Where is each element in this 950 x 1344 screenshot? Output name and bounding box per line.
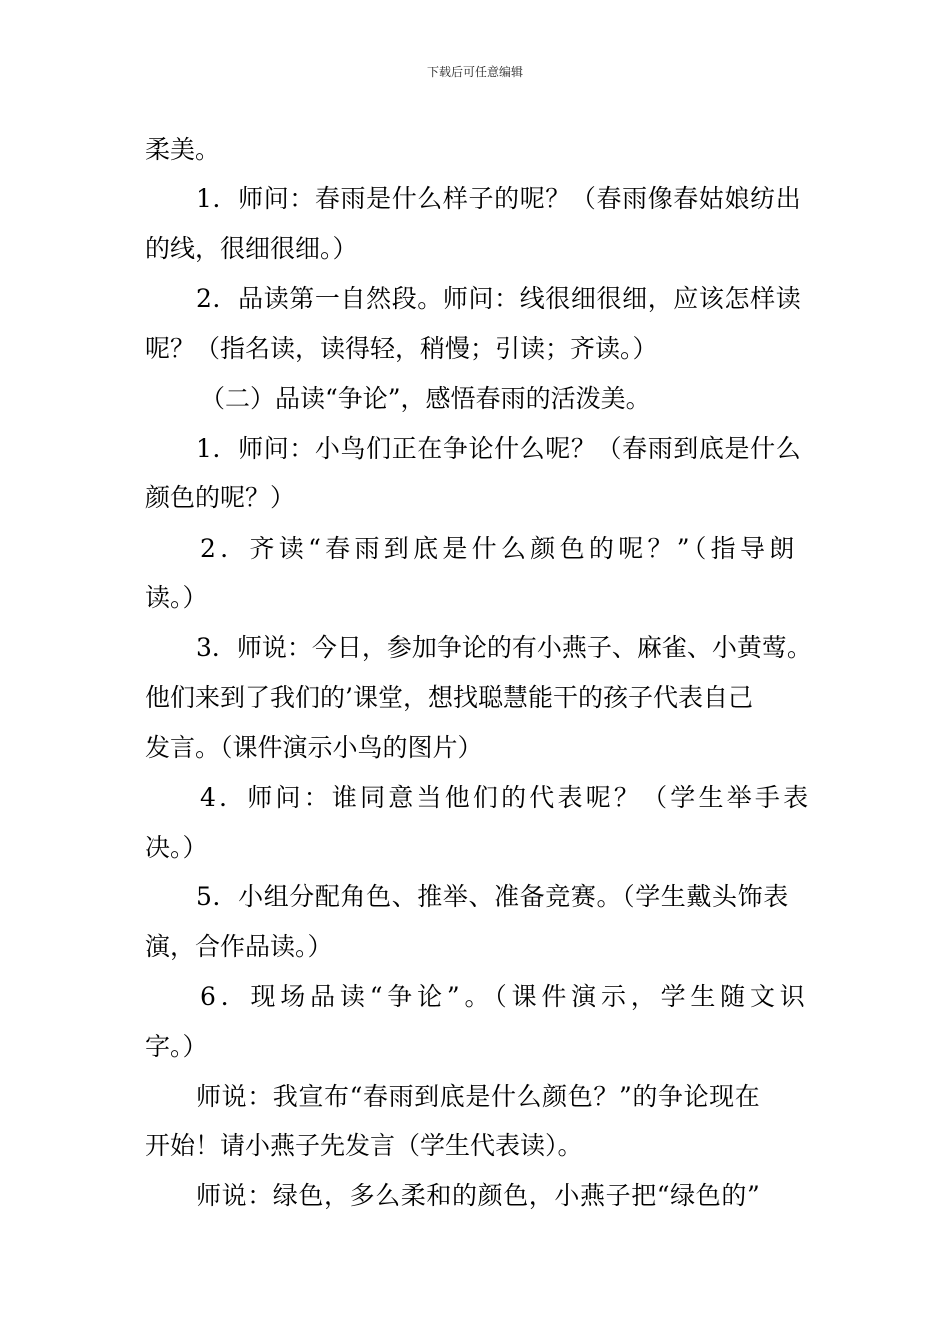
text-line: 师说：我宣布“春雨到底是什么颜色？”的争论现在 (196, 1082, 761, 1111)
text-line: 1．师问：春雨是什么样子的呢？（春雨像春姑娘纺出 (196, 184, 802, 213)
text-line: 演，合作品读。） (145, 932, 333, 961)
text-line: 4．师问：谁同意当他们的代表呢？（学生举手表 (200, 783, 812, 812)
text-line: 师说：绿色，多么柔和的颜色，小燕子把“绿色的” (196, 1181, 761, 1210)
text-line: 5．小组分配角色、推举、准备竞赛。（学生戴头饰表 (196, 882, 789, 911)
text-line: 3．师说：今日，参加争论的有小燕子、麻雀、小黄莺。 (196, 633, 812, 662)
text-line: 的线，很细很细。） (145, 234, 358, 263)
section-heading: （二）品读“争论”，感悟春雨的活泼美。 (200, 384, 651, 413)
text-line: 呢？（指名读，读得轻，稍慢；引读；齐读。） (145, 334, 658, 363)
text-line: 2．齐读“春雨到底是什么颜色的呢？”（指导朗 (200, 534, 799, 563)
text-line: 1．师问：小鸟们正在争论什么呢？（春雨到底是什么 (196, 434, 802, 463)
text-line: 开始！请小燕子先发言（学生代表读）。 (145, 1131, 583, 1160)
text-line: 字。） (145, 1032, 208, 1061)
text-line: 决。） (145, 833, 208, 862)
text-line: 读。） (145, 583, 208, 612)
text-line: 他们来到了我们的’课堂，想找聪慧能干的孩子代表自己 (145, 683, 753, 712)
text-line: 发言。（课件演示小鸟的图片） (145, 733, 483, 762)
page-header: 下载后可任意编辑 (426, 65, 523, 79)
text-line: 柔美。 (145, 135, 221, 164)
text-line: 颜色的呢？） (145, 483, 296, 512)
text-line: 2．品读第一自然段。师问：线很细很细，应该怎样读 (196, 284, 802, 313)
text-line: 6．现场品读“争论”。（课件演示，学生随文识 (200, 982, 810, 1011)
